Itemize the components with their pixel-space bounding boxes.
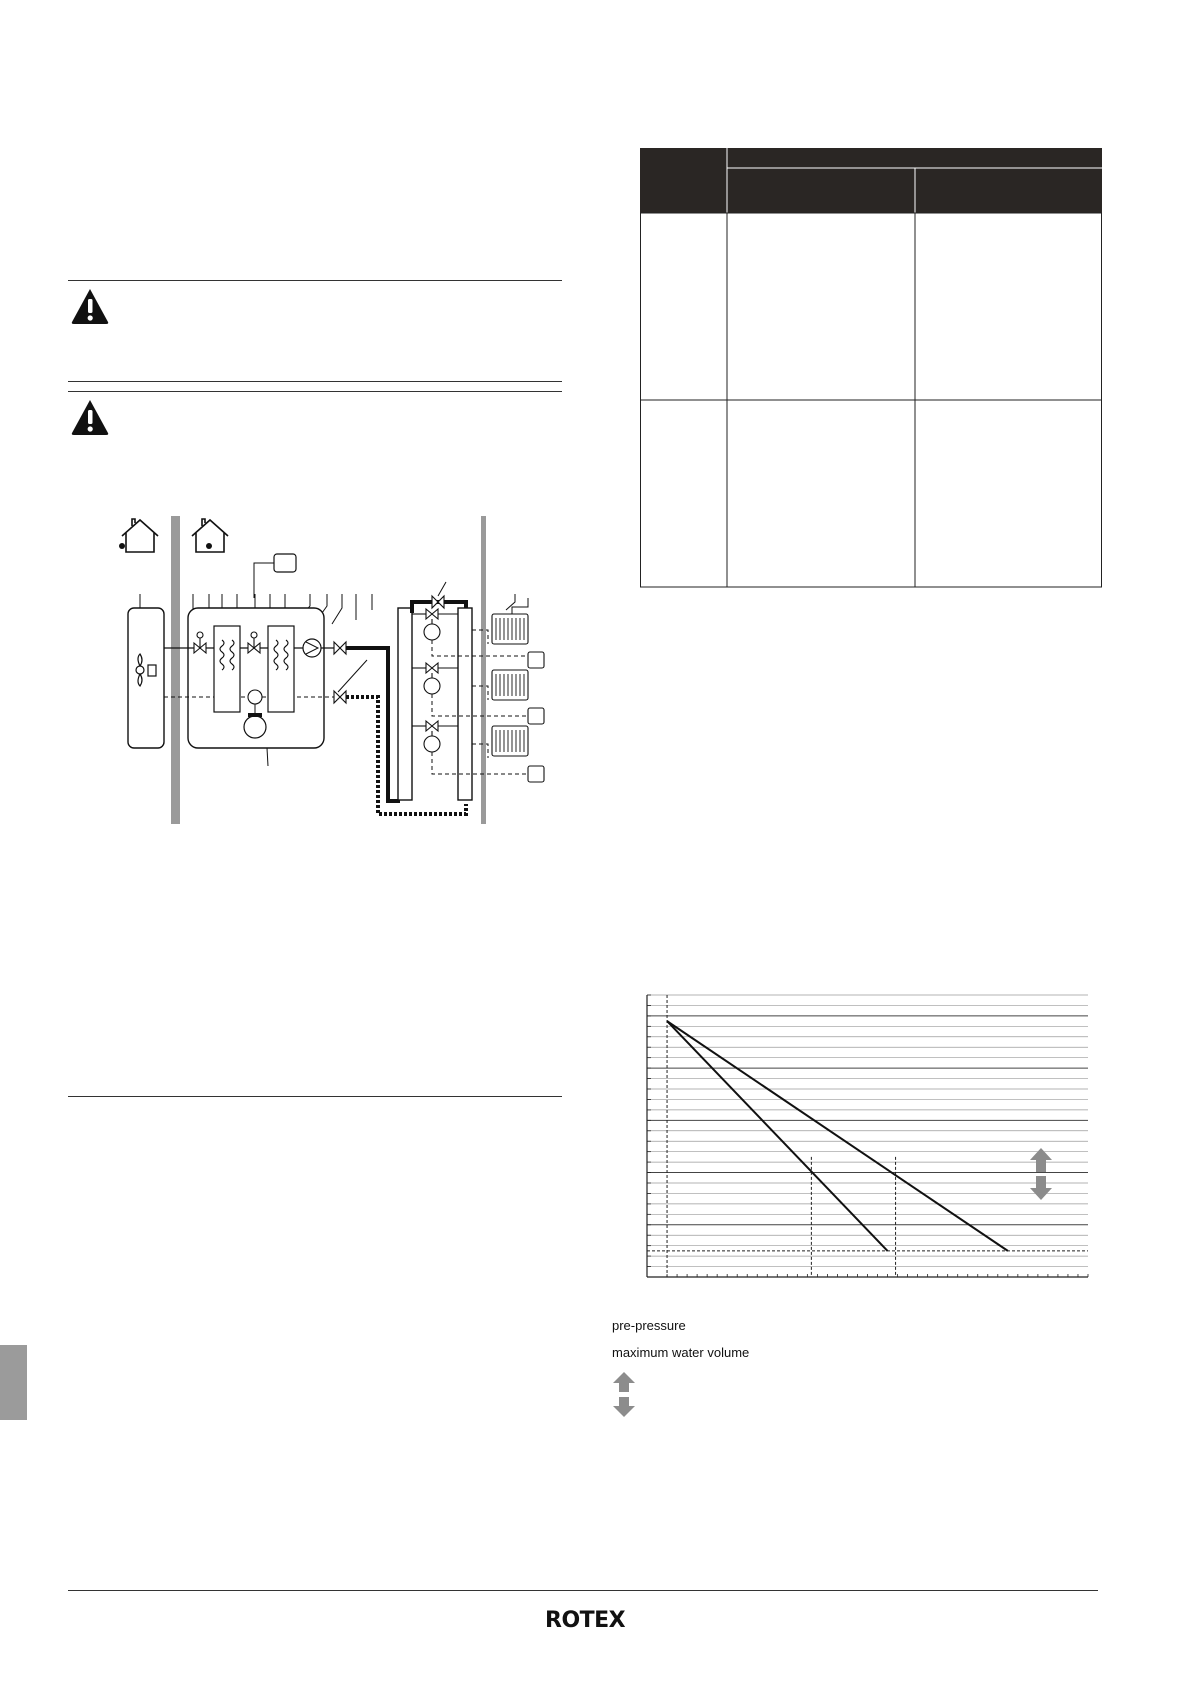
supply-manifold <box>398 608 412 800</box>
supply-pipe <box>346 648 400 801</box>
expansion-vessel-icon <box>244 716 266 738</box>
warning-triangle-icon <box>70 398 110 436</box>
sensor-icon <box>248 690 262 704</box>
outdoor-wall <box>171 516 180 824</box>
controller-box <box>274 554 296 572</box>
series-line-2 <box>667 1021 1008 1251</box>
chapter-side-tab <box>0 1345 27 1420</box>
thermostat-icon <box>528 652 544 782</box>
section-rule-bottom <box>68 1096 562 1097</box>
warning-triangle-icon <box>70 287 110 325</box>
hydraulic-schematic <box>110 510 560 830</box>
shutoff-valve-supply <box>334 642 346 654</box>
brand-logo: ROTEX <box>545 1608 626 1633</box>
series-line-1 <box>667 1021 888 1251</box>
outdoor-dot-icon <box>119 543 125 549</box>
shutoff-valve-return <box>334 691 346 703</box>
house-icon-outdoor <box>122 519 158 552</box>
heat-exchanger-1 <box>214 626 240 712</box>
interior-wall <box>481 516 486 824</box>
table-header <box>640 148 1102 213</box>
heat-exchanger-2 <box>268 626 294 712</box>
arrow-down-icon <box>612 1396 636 1418</box>
legend-max-water-volume: maximum water volume <box>612 1345 750 1360</box>
footer-rule <box>68 1590 1098 1591</box>
indoor-dot-icon <box>206 543 212 549</box>
arrow-up-down-icon <box>1029 1146 1053 1202</box>
outdoor-unit <box>128 608 164 748</box>
section-rule-top <box>68 280 562 281</box>
pressure-volume-chart <box>640 990 1100 1290</box>
section-rule-mid-2 <box>68 391 562 392</box>
radiator-icon <box>492 614 528 756</box>
overflow-valve <box>432 596 444 608</box>
legend-pre-pressure: pre-pressure <box>612 1318 686 1333</box>
zone-valves <box>412 609 458 752</box>
return-manifold <box>458 608 472 800</box>
arrow-up-icon <box>612 1371 636 1393</box>
spec-table <box>640 148 1102 588</box>
section-rule-mid-1 <box>68 381 562 382</box>
